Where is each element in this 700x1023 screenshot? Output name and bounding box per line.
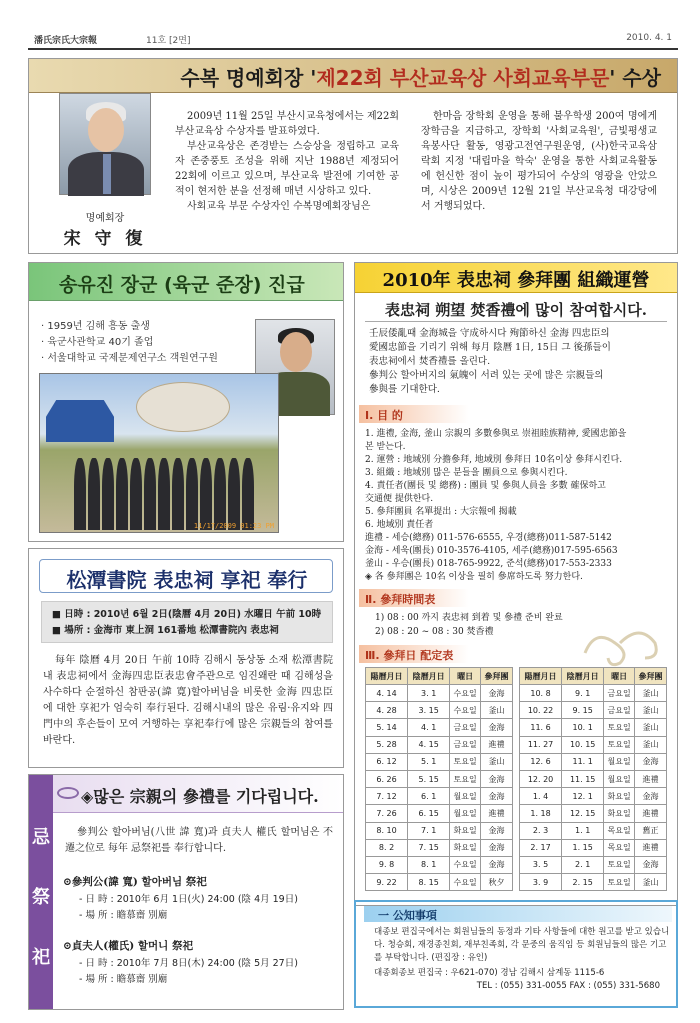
page-number: 11호 [2면] <box>146 36 191 46</box>
table-cell: 10. 8 <box>520 685 562 702</box>
table-cell: 2. 15 <box>562 874 604 891</box>
intro-line: 參與를 기대한다. <box>369 384 440 395</box>
table-row <box>366 788 513 805</box>
table-cell: 4. 15 <box>408 736 450 753</box>
table-cell: 1. 15 <box>562 839 604 856</box>
table-cell: 3. 9 <box>520 874 562 891</box>
table-cell: 7. 1 <box>408 822 450 839</box>
notice-contact: TEL : (055) 331-0055 FAX : (055) 331-5680 <box>476 981 660 991</box>
table-cell: 8. 10 <box>366 822 408 839</box>
table-row <box>520 702 667 719</box>
page-header <box>28 30 678 50</box>
table-cell: 12. 15 <box>562 805 604 822</box>
section-purpose-heading: Ⅰ. 目 的 <box>359 405 469 423</box>
table-header-cell: 陰曆月日 <box>562 668 604 685</box>
table-cell: 金海 <box>635 856 667 873</box>
table-cell: 10. 15 <box>562 736 604 753</box>
contact-line: 釜山 - 우승(團長) 018-765-9922, 준석(總務)017-553-2333 <box>365 559 612 569</box>
photo-timestamp: 11/17/2009 01:23 PM <box>193 522 274 530</box>
table-row <box>520 805 667 822</box>
table-cell: 금요일 <box>450 736 481 753</box>
purpose-line: 交通便 提供한다. <box>365 494 434 504</box>
pilgrimage-article <box>354 262 678 906</box>
memorial-item2-place: - 場 所 : 瞻慕齋 別廟 <box>79 974 168 985</box>
table-row <box>366 719 513 736</box>
songdam-article <box>28 548 344 768</box>
table-cell: 4. 28 <box>366 702 408 719</box>
table-cell: 10. 22 <box>520 702 562 719</box>
table-row <box>520 719 667 736</box>
table-row <box>366 856 513 873</box>
notice-box <box>354 900 678 1008</box>
table-cell: 1. 18 <box>520 805 562 822</box>
memorial-intro: 參判公 할아버님(八世 諱 寬)과 貞夫人 權氏 할머님은 不遷之位로 每年 忌祭祀를 奉行합니다. <box>65 827 333 854</box>
schedule-table-left <box>365 667 513 891</box>
memorial-title-bar <box>53 775 343 813</box>
table-row <box>366 702 513 719</box>
songdam-info-box <box>41 601 333 643</box>
pilgrimage-title: 2010年 表忠祠 參拜團 組織運營 <box>382 270 650 291</box>
table-cell: 8. 2 <box>366 839 408 856</box>
table-cell: 화요일 <box>450 822 481 839</box>
intro-line: 參判公 할아버지의 氣魄이 서려 있는 곳에 많은 宗親들의 <box>369 370 604 381</box>
table-row <box>520 685 667 702</box>
table-cell: 12. 6 <box>520 753 562 770</box>
table-row <box>366 874 513 891</box>
table-cell: 화요일 <box>450 839 481 856</box>
table-cell: 金海 <box>481 770 513 787</box>
table-cell: 3. 15 <box>408 702 450 719</box>
section-time-heading: Ⅱ. 參拜時間表 <box>359 589 469 607</box>
purpose-line: 1. 進禮, 金海, 釜山 宗親의 多數參與로 崇祖睦族精神, 愛國忠節을 <box>365 429 627 439</box>
notice-address: 대종회종보 편집국 : 우621-070) 경남 김해시 삼계동 1115-6 <box>374 968 605 978</box>
table-cell: 토요일 <box>450 753 481 770</box>
promotion-title-bar <box>29 263 343 301</box>
purpose-line: 3. 組織 : 地域別 많은 분들을 團員으로 參與시킨다. <box>365 468 568 478</box>
table-row <box>520 753 667 770</box>
table-cell: 5. 28 <box>366 736 408 753</box>
table-row <box>520 770 667 787</box>
table-cell: 2. 3 <box>520 822 562 839</box>
memorial-item1-date: - 日 時 : 2010年 6月 1日(火) 24:00 (陰 4月 19日) <box>79 894 298 905</box>
table-cell: 4. 1 <box>408 719 450 736</box>
table-cell: 進禮 <box>635 839 667 856</box>
table-cell: 7. 26 <box>366 805 408 822</box>
table-cell: 화요일 <box>604 788 635 805</box>
table-cell: 8. 15 <box>408 874 450 891</box>
table-cell: 12. 1 <box>562 788 604 805</box>
cloud-ornament-icon <box>57 787 79 799</box>
table-cell: 5. 15 <box>408 770 450 787</box>
contact-line: 金海 - 세욱(團長) 010-3576-4105, 세주(總務)017-595-6563 <box>365 546 618 556</box>
table-row <box>520 856 667 873</box>
table-cell: 釜山 <box>635 685 667 702</box>
intro-line: 表忠祠에서 焚香禮를 올린다. <box>369 356 491 367</box>
table-row <box>520 788 667 805</box>
table-cell: 5. 1 <box>408 753 450 770</box>
table-cell: 舊正 <box>635 822 667 839</box>
bullet-item: · 서울대학교 국제문제연구소 객원연구원 <box>41 353 218 364</box>
bullet-item: · 1959년 김해 흥동 출생 <box>41 321 150 332</box>
award-title-bar <box>29 59 677 93</box>
table-cell: 수요일 <box>450 856 481 873</box>
memorial-side-band: 忌 祭 祀 <box>29 775 53 1009</box>
section-schedule-heading: Ⅲ. 參拜日 配定表 <box>359 645 469 663</box>
table-row <box>366 685 513 702</box>
table-cell: 釜山 <box>635 702 667 719</box>
notice-title-bar <box>364 906 672 922</box>
table-cell: 11. 15 <box>562 770 604 787</box>
table-cell: 토요일 <box>450 770 481 787</box>
table-header-cell: 曜日 <box>604 668 635 685</box>
table-cell: 2. 1 <box>562 856 604 873</box>
table-header-cell: 參拜團 <box>635 668 667 685</box>
purpose-line: 2. 運營 : 地域別 分擔參拜, 地域別 參拜日 10名이상 參拜시킨다. <box>365 455 623 465</box>
schedule-table-right <box>519 667 667 891</box>
table-cell: 進禮 <box>635 805 667 822</box>
notice-text: 대종보 편집국에서는 회원님들의 동정과 기타 사항들에 대한 원고를 받고 있습니다. 청승회, 재경종친회, 재부친족회, 각 문중의 움직임 등 회원님들의 많은 기고를 부탁합니다. (편집장 : 유인) <box>374 927 670 963</box>
table-header-cell: 曜日 <box>450 668 481 685</box>
table-header-cell: 陽曆月日 <box>366 668 408 685</box>
table-cell: 釜山 <box>635 719 667 736</box>
table-cell: 1. 4 <box>520 788 562 805</box>
table-cell: 釜山 <box>635 874 667 891</box>
table-cell: 5. 14 <box>366 719 408 736</box>
table-cell: 월요일 <box>450 788 481 805</box>
purpose-line: 본 받는다. <box>365 442 406 452</box>
purpose-line: 4. 責任者(團長 및 總務) : 團員 및 參與人員을 多數 確保하고 <box>365 481 606 491</box>
table-cell: 7. 12 <box>366 788 408 805</box>
table-row <box>520 822 667 839</box>
table-cell: 金海 <box>635 788 667 805</box>
promotion-article <box>28 262 344 542</box>
table-cell: 金海 <box>481 856 513 873</box>
table-cell: 토요일 <box>604 874 635 891</box>
table-cell: 12. 20 <box>520 770 562 787</box>
table-cell: 2. 17 <box>520 839 562 856</box>
table-row <box>520 874 667 891</box>
table-cell: 1. 1 <box>562 822 604 839</box>
table-cell: 10. 1 <box>562 719 604 736</box>
table-cell: 6. 15 <box>408 805 450 822</box>
table-cell: 금요일 <box>604 685 635 702</box>
table-cell: 進禮 <box>481 805 513 822</box>
table-cell: 釜山 <box>481 753 513 770</box>
table-cell: 월요일 <box>604 753 635 770</box>
photo-caption-name: 宋 守 復 <box>63 229 147 249</box>
notice-body <box>374 926 670 993</box>
award-column-2: 한마음 장학회 운영을 통해 불우학생 200여 명에게 장학금을 지급하고, 장학회 '사회교육원', 금빛평생교육봉사단 활동, 영광고전연구원운영, (사)한국교육삼락회 지정 '대립마을 학숙' 운영을 통한 사회교육활동에 헌신한 점이 높이 평가되어 수상의 영광을 안았으며, 시상은 2009년 12월 21일 부산교육청 대강당에서 거행되었다. <box>421 111 657 212</box>
table-cell: 수요일 <box>450 874 481 891</box>
table-row <box>366 736 513 753</box>
intro-line: 愛國忠節을 기리기 위해 每月 陰曆 1日, 15日 그 後孫들이 <box>369 342 611 353</box>
table-cell: 9. 22 <box>366 874 408 891</box>
notice-title: 一 公知事項 <box>378 909 437 922</box>
table-cell: 금요일 <box>604 702 635 719</box>
table-cell: 金海 <box>481 788 513 805</box>
memorial-title: ◈많은 宗親의 參禮를 기다립니다. <box>81 787 319 806</box>
songdam-date: ■ 日時 : 2010년 6월 2日(陰曆 4月 20日) 水曜日 午前 10時 <box>52 609 322 620</box>
table-cell: 6. 12 <box>366 753 408 770</box>
table-cell: 목요일 <box>604 839 635 856</box>
table-cell: 8. 1 <box>408 856 450 873</box>
cloud-ornament-icon <box>575 613 665 673</box>
intro-line: 壬辰倭亂때 金海城을 守成하시다 殉節하신 金海 四忠臣의 <box>369 328 610 339</box>
table-cell: 釜山 <box>481 702 513 719</box>
memorial-item2-title: ⊙貞夫人(權氏) 할머니 祭祀 <box>63 940 193 952</box>
memorial-item1-place: - 場 所 : 瞻慕齋 別廟 <box>79 910 168 921</box>
table-cell: 9. 1 <box>562 685 604 702</box>
photo-caption-role: 명예회장 <box>85 213 125 224</box>
table-row <box>520 839 667 856</box>
songdam-body: 每年 陰曆 4月 20日 午前 10時 김해시 동상동 소재 松潭書院 내 表忠祠에서 金海四忠臣表忠會주관으로 임진왜란 때 김해성을 사수하다 순절하신 참판공(諱 寛)할아버님을 비롯한 金海 四忠臣에 대한 享祀가 엄숙히 奉行된다. 김해시내의 많은 유림·유지와 四門中의 후손들이 모여 거행하는 享祀奉行에 많은 宗親들의 참여를 바란다. <box>43 655 333 746</box>
publication-name: 潘氏宗氏大宗報 <box>34 36 98 46</box>
table-row <box>366 839 513 856</box>
table-cell: 월요일 <box>450 805 481 822</box>
purpose-line: 6. 地域別 責任者 <box>365 520 434 530</box>
bullet-item: · 육군사관학교 40기 졸업 <box>41 337 154 348</box>
honorary-chairman-photo <box>59 93 151 195</box>
table-cell: 토요일 <box>604 736 635 753</box>
table-cell: 화요일 <box>604 805 635 822</box>
table-cell: 11. 27 <box>520 736 562 753</box>
pilgrimage-title-bar <box>355 263 677 293</box>
table-cell: 9. 15 <box>562 702 604 719</box>
award-column-1: 2009년 11월 25일 부산시교육청에서는 제22회 부산교육상 수상자를 발표하였다. 부산교육상은 존경받는 스승상을 정립하고 교육자 존중풍토 조성을 위해 지난 1988년 제정되어 22회에 이르고 있으며, 부산교육 발전에 기여한 공적이 현저한 분을 선정해 매년 시상하고 있다. 사회교육 부문 수상자인 수복명예회장님은 <box>175 111 399 212</box>
memorial-item1-title: ⊙參判公(諱 寬) 할아버님 祭祀 <box>63 876 207 888</box>
award-title: 수복 명예회장 '제22회 부산교육상 사회교육부문' 수상 <box>180 66 661 90</box>
table-row <box>366 753 513 770</box>
pilgrimage-subtitle: 表忠祠 朔望 焚香禮에 많이 참여합시다. <box>384 301 648 319</box>
songdam-title: 松潭書院 表忠祠 享祀 奉行 <box>66 568 308 592</box>
purpose-line: 5. 參拜團員 名單提出 : 大宗報에 揭載 <box>365 507 517 517</box>
table-cell: 3. 1 <box>408 685 450 702</box>
table-cell: 金海 <box>481 719 513 736</box>
table-header-cell: 陰曆月日 <box>408 668 450 685</box>
table-cell: 11. 6 <box>520 719 562 736</box>
table-cell: 월요일 <box>604 770 635 787</box>
table-cell: 4. 14 <box>366 685 408 702</box>
table-cell: 釜山 <box>635 736 667 753</box>
table-cell: 金海 <box>635 753 667 770</box>
table-cell: 목요일 <box>604 822 635 839</box>
memorial-article <box>28 774 344 1010</box>
contact-line: 進禮 - 세승(總務) 011-576-6555, 우경(總務)011-587-5142 <box>365 533 612 543</box>
table-cell: 토요일 <box>604 719 635 736</box>
table-cell: 수요일 <box>450 702 481 719</box>
songdam-title-box <box>39 559 333 593</box>
table-cell: 進禮 <box>481 736 513 753</box>
table-cell: 6. 1 <box>408 788 450 805</box>
table-cell: 金海 <box>481 822 513 839</box>
issue-date: 2010. 4. 1 <box>626 33 672 43</box>
table-row <box>366 805 513 822</box>
table-cell: 9. 8 <box>366 856 408 873</box>
table-row <box>366 770 513 787</box>
table-cell: 금요일 <box>450 719 481 736</box>
award-article <box>28 58 678 254</box>
note-line: ◈ 各 參拜團은 10名 이상을 필히 參席하도록 努力한다. <box>365 572 583 582</box>
time-line: 2) 08 : 20 ~ 08 : 30 焚香禮 <box>375 627 494 637</box>
table-cell: 7. 15 <box>408 839 450 856</box>
table-header-cell: 參拜團 <box>481 668 513 685</box>
table-cell: 수요일 <box>450 685 481 702</box>
table-cell: 金海 <box>481 685 513 702</box>
table-cell: 11. 1 <box>562 753 604 770</box>
table-row <box>520 736 667 753</box>
ceremony-photo <box>39 373 279 533</box>
memorial-item2-date: - 日 時 : 2010年 7月 8日(木) 24:00 (陰 5月 27日) <box>79 958 298 969</box>
table-cell: 秋夕 <box>481 874 513 891</box>
table-cell: 토요일 <box>604 856 635 873</box>
table-cell: 金海 <box>481 839 513 856</box>
table-cell: 6. 26 <box>366 770 408 787</box>
table-cell: 3. 5 <box>520 856 562 873</box>
songdam-place: ■ 場所 : 金海市 東上洞 161番地 松潭書院內 表忠祠 <box>52 625 279 636</box>
table-header-cell: 陽曆月日 <box>520 668 562 685</box>
table-row <box>366 822 513 839</box>
promotion-title: 송유진 장군 (육군 준장) 진급 <box>59 274 305 296</box>
table-cell: 進禮 <box>635 770 667 787</box>
time-line: 1) 08 : 00 까지 表忠祠 到着 및 參禮 준비 완료 <box>375 613 563 623</box>
